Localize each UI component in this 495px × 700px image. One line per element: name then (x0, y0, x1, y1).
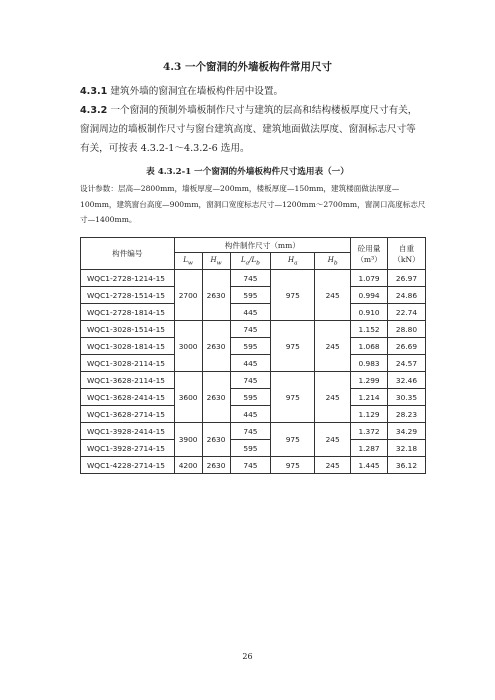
cell-lw: 4200 (174, 457, 202, 474)
table-row (81, 457, 426, 474)
cell-lw: 3600 (174, 372, 202, 423)
cell-weight: 30.35 (388, 389, 426, 406)
cell-weight: 28.23 (388, 406, 426, 423)
table-row (81, 406, 426, 423)
cell-weight: 34.29 (388, 423, 426, 440)
table-caption: 表 4.3.2-1 一个窗洞的外墙板构件尺寸选用表（一） (146, 167, 349, 177)
header-ha: $H_a$ (271, 253, 315, 270)
clause-4-3-2 (80, 101, 425, 158)
cell-concrete: 1.287 (351, 440, 388, 457)
cell-weight: 26.69 (388, 338, 426, 355)
cell-code: WQC1-2728-1214-15 (81, 270, 175, 287)
cell-weight: 22.74 (388, 304, 426, 321)
cell-weight: 24.86 (388, 287, 426, 304)
cell-la: 445 (230, 406, 271, 423)
header-concrete-label: 砼用量 (357, 243, 381, 253)
header-hb: $H_b$ (315, 253, 351, 270)
cell-ha: 975 (271, 270, 315, 321)
cell-ha: 975 (271, 321, 315, 372)
cell-la: 745 (230, 423, 271, 440)
table-row (81, 355, 426, 372)
cell-hb: 245 (315, 423, 351, 457)
section-title: 4.3 一个窗洞的外墙板构件常用尺寸 (163, 61, 332, 73)
cell-concrete: 0.983 (351, 355, 388, 372)
cell-hb: 245 (315, 270, 351, 321)
design-parameters: 设计参数：层高—2800mm，墙板厚度—200mm，楼板厚度—150mm，建筑楼面做法厚度—100mm，建筑窗台高度—900mm，窗洞口宽度标志尺寸—1200mm～2700mm，窗洞口高度标志尺寸—1400mm。 (80, 184, 426, 224)
cell-code: WQC1-3028-2114-15 (81, 355, 175, 372)
cell-code: WQC1-3028-1814-15 (81, 338, 175, 355)
header-lw: $L_w$ (174, 253, 202, 270)
cell-code: WQC1-2728-1514-15 (81, 287, 175, 304)
cell-concrete: 1.129 (351, 406, 388, 423)
cell-weight: 26.97 (388, 270, 426, 287)
cell-la: 745 (230, 372, 271, 389)
cell-hb: 245 (315, 372, 351, 423)
header-concrete-unit: （m³） (356, 254, 382, 264)
header-la-lb: $L_a/L_b$ (230, 253, 271, 270)
cell-la: 445 (230, 304, 271, 321)
header-dimensions: 构件制作尺寸（mm） (174, 238, 350, 253)
table-row (81, 389, 426, 406)
cell-la: 595 (230, 287, 271, 304)
cell-code: WQC1-3628-2414-15 (81, 389, 175, 406)
cell-code: WQC1-4228-2714-15 (81, 457, 175, 474)
cell-lw: 3000 (174, 321, 202, 372)
cell-hw: 2630 (202, 423, 230, 457)
clause-4-3-1 (80, 82, 425, 101)
cell-code: WQC1-2728-1814-15 (81, 304, 175, 321)
table-row (81, 440, 426, 457)
cell-concrete: 0.910 (351, 304, 388, 321)
cell-hb: 245 (315, 321, 351, 372)
table-row (81, 270, 426, 287)
cell-weight: 36.12 (388, 457, 426, 474)
cell-code: WQC1-3628-2714-15 (81, 406, 175, 423)
cell-hw: 2630 (202, 270, 230, 321)
table-row (81, 372, 426, 389)
cell-code: WQC1-3028-1514-15 (81, 321, 175, 338)
clause-number: 4.3.1 (80, 86, 108, 97)
header-hw: $H_w$ (202, 253, 230, 270)
cell-concrete: 1.372 (351, 423, 388, 440)
clause-number: 4.3.2 (80, 105, 108, 116)
cell-weight: 24.57 (388, 355, 426, 372)
header-weight-label: 自重 (398, 243, 415, 253)
table-row (81, 321, 426, 338)
cell-la: 745 (230, 270, 271, 287)
table-row (81, 423, 426, 440)
page-number: 26 (242, 652, 253, 661)
cell-concrete: 1.152 (351, 321, 388, 338)
component-size-table (80, 237, 426, 474)
cell-code: WQC1-3928-2714-15 (81, 440, 175, 457)
cell-concrete: 1.068 (351, 338, 388, 355)
table-row (81, 287, 426, 304)
cell-hw: 2630 (202, 457, 230, 474)
cell-la: 595 (230, 389, 271, 406)
cell-code: WQC1-3928-2414-15 (81, 423, 175, 440)
cell-la: 445 (230, 355, 271, 372)
cell-concrete: 0.994 (351, 287, 388, 304)
cell-code: WQC1-3628-2114-15 (81, 372, 175, 389)
cell-concrete: 1.214 (351, 389, 388, 406)
cell-hw: 2630 (202, 321, 230, 372)
cell-la: 745 (230, 321, 271, 338)
header-concrete (351, 238, 388, 270)
cell-weight: 32.46 (388, 372, 426, 389)
cell-la: 595 (230, 440, 271, 457)
clause-text: 一个窗洞的预制外墙板制作尺寸与建筑的层高和结构楼板厚度尺寸有关，窗洞周边的墙板制作尺寸与窗台建筑高度、建筑地面做法厚度、窗洞标志尺寸等有关，可按表 4.3.2-1～4.3.2-6 选用。 (80, 105, 418, 154)
table-row (81, 304, 426, 321)
cell-concrete: 1.445 (351, 457, 388, 474)
header-weight-unit: （kN） (393, 254, 420, 264)
header-weight (388, 238, 426, 270)
cell-la: 595 (230, 338, 271, 355)
clause-text: 建筑外墙的窗洞宜在墙板构件居中设置。 (107, 86, 284, 97)
table-row (81, 338, 426, 355)
cell-concrete: 1.079 (351, 270, 388, 287)
cell-hb: 245 (315, 457, 351, 474)
cell-lw: 2700 (174, 270, 202, 321)
cell-la: 745 (230, 457, 271, 474)
cell-weight: 28.80 (388, 321, 426, 338)
cell-weight: 32.18 (388, 440, 426, 457)
header-code: 构件编号 (81, 238, 175, 270)
cell-concrete: 1.299 (351, 372, 388, 389)
cell-ha: 975 (271, 372, 315, 423)
cell-hw: 2630 (202, 372, 230, 423)
cell-ha: 975 (271, 423, 315, 457)
cell-lw: 3900 (174, 423, 202, 457)
cell-ha: 975 (271, 457, 315, 474)
